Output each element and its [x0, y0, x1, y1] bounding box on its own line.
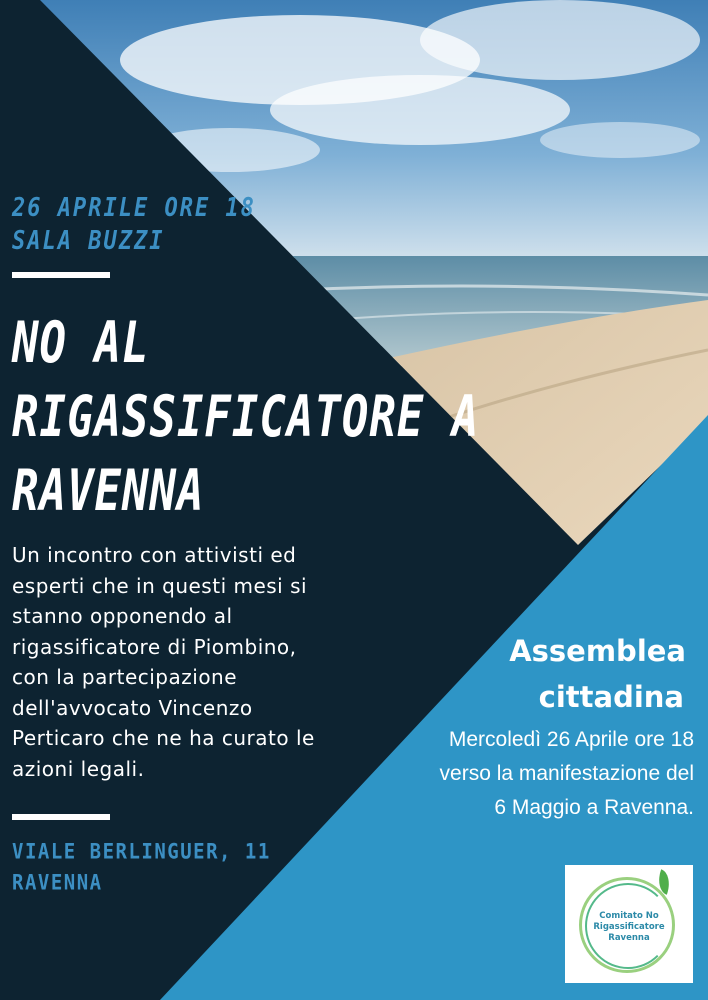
description-line: stanno opponendo al	[12, 604, 233, 628]
address-street: VIALE BERLINGUER, 11	[12, 840, 271, 865]
committee-logo	[565, 865, 693, 983]
divider-top	[12, 272, 110, 278]
assembly-detail-line-1: Mercoledì 26 Aprile ore 18	[448, 728, 694, 751]
logo-text-line-3: Ravenna	[608, 933, 650, 943]
description-line: Perticaro che ne ha curato le	[12, 726, 315, 750]
headline-line-1: NO AL	[12, 310, 150, 377]
assembly-title-line-2: cittadina	[538, 680, 684, 714]
description-line: azioni legali.	[12, 756, 145, 781]
divider-bottom	[12, 814, 110, 820]
description-line: Un incontro con attivisti ed	[12, 543, 297, 567]
event-venue: SALA BUZZI	[12, 227, 165, 256]
event-description	[12, 540, 372, 784]
event-date: 26 APRILE ORE 18	[12, 194, 256, 223]
description-line: esperti che in questi mesi si	[12, 573, 308, 598]
headline-line-2: RIGASSIFICATORE A	[12, 384, 480, 451]
assembly-title-line-1: Assemblea	[509, 634, 686, 668]
assembly-detail-line-3: 6 Maggio a Ravenna.	[494, 796, 694, 819]
headline-line-3: RAVENNA	[12, 458, 205, 525]
assembly-detail-line-2: verso la manifestazione del	[439, 762, 694, 785]
address-city: RAVENNA	[12, 871, 103, 896]
description-line: dell'avvocato Vincenzo	[12, 695, 253, 720]
logo-text-line-1: Comitato No	[599, 911, 659, 921]
description-line: con la partecipazione	[12, 665, 238, 689]
description-line: rigassificatore di Piombino,	[12, 634, 297, 659]
logo-text-line-2: Rigassificatore	[593, 922, 665, 932]
